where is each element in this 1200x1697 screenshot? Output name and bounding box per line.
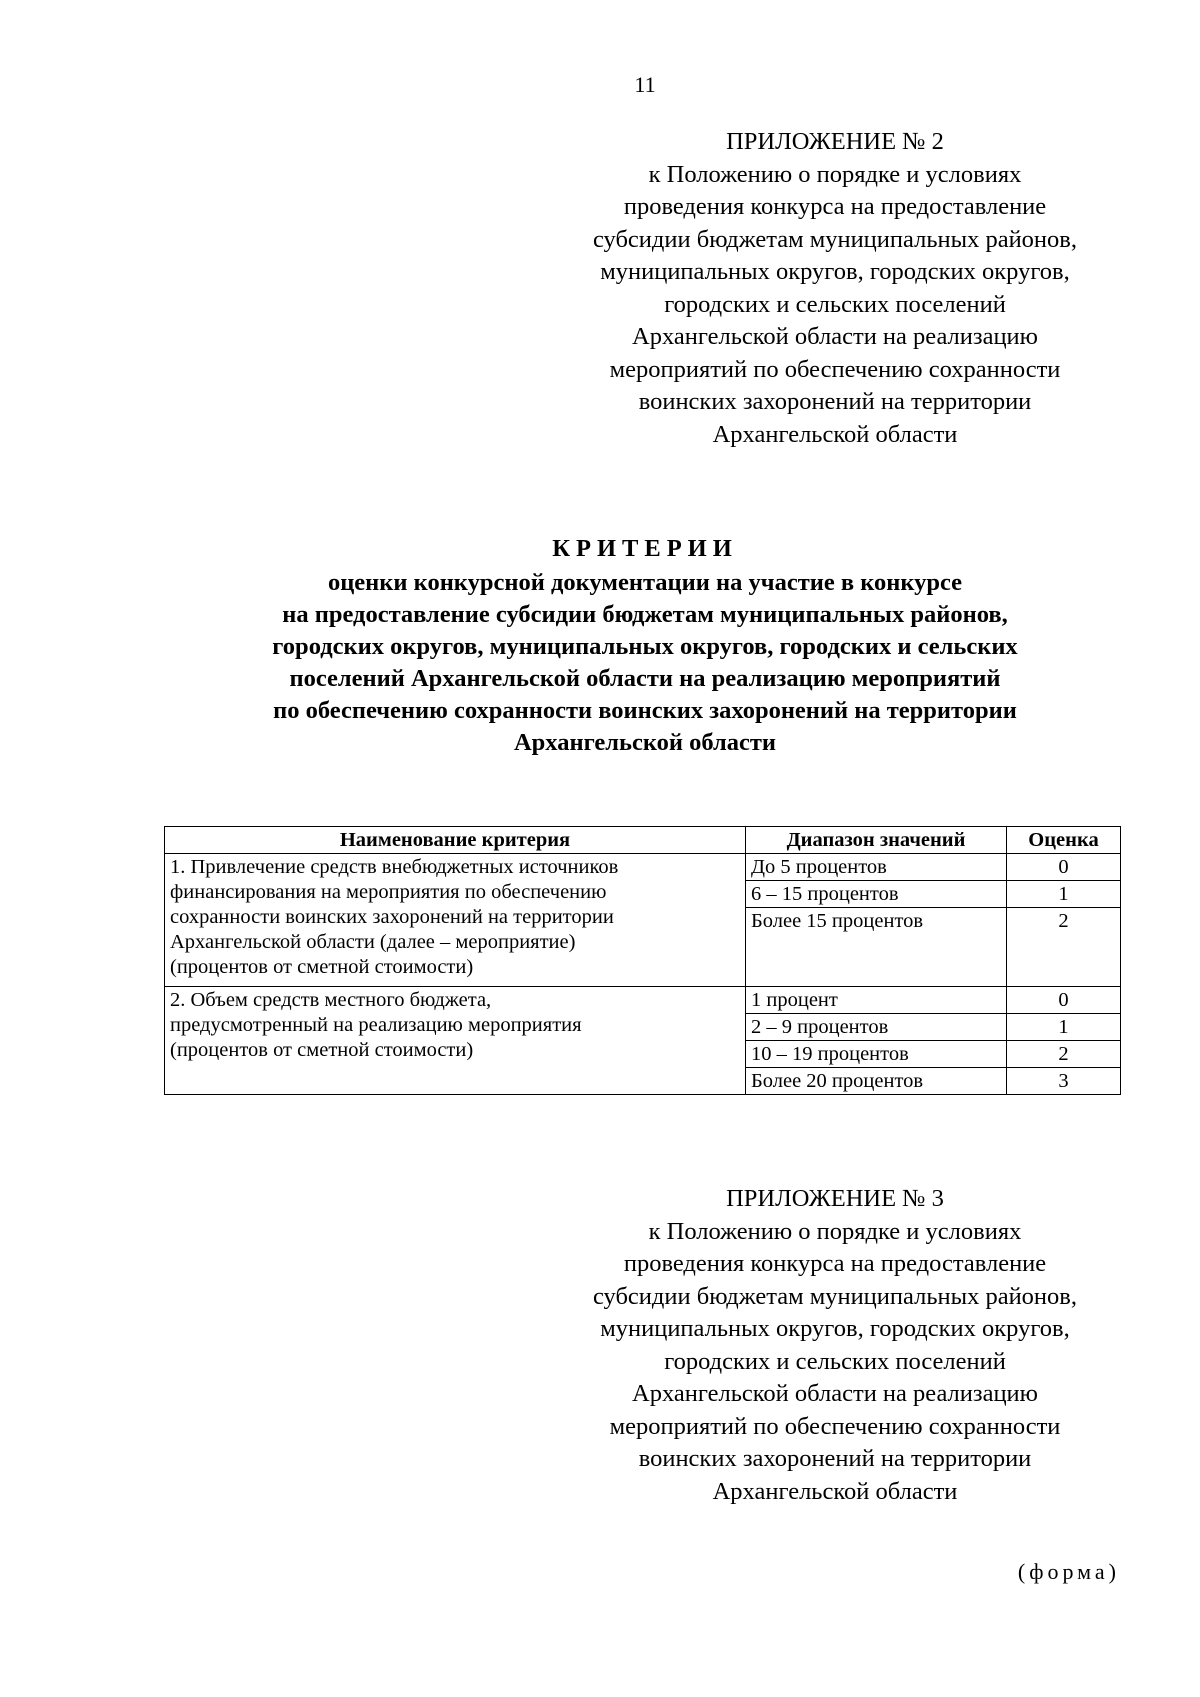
range-cell: 1 процент bbox=[746, 987, 1007, 1014]
header-score: Оценка bbox=[1007, 827, 1121, 854]
range-cell: Более 15 процентов bbox=[746, 908, 1007, 987]
appendix-3-line: ПРИЛОЖЕНИЕ № 3 bbox=[726, 1185, 944, 1212]
appendix-2-line: воинских захоронений на территории bbox=[638, 388, 1032, 415]
appendix-2-line: Архангельской области bbox=[712, 420, 958, 448]
table-row bbox=[165, 854, 1121, 881]
appendix-2-header bbox=[530, 126, 1140, 451]
appendix-2-line: мероприятий по обеспечению сохранности bbox=[609, 355, 1061, 383]
score-cell: 2 bbox=[1007, 1041, 1121, 1068]
score-cell: 1 bbox=[1007, 1014, 1121, 1041]
appendix-3-line: Архангельской области bbox=[712, 1477, 958, 1505]
criteria-subtitle-line: оценки конкурсной документации на участие в конкурсе bbox=[327, 569, 963, 596]
criterion-name-line: (процентов от сметной стоимости) bbox=[170, 1039, 474, 1061]
page-number: 11 bbox=[634, 72, 656, 97]
appendix-2-line: к Положению о порядке и условиях bbox=[648, 160, 1022, 188]
header-value-range: Диапазон значений bbox=[746, 827, 1007, 854]
form-label: (форма) bbox=[1017, 1559, 1120, 1584]
range-cell: До 5 процентов bbox=[746, 854, 1007, 881]
appendix-2-line: ПРИЛОЖЕНИЕ № 2 bbox=[726, 128, 944, 155]
appendix-3-line: муниципальных округов, городских округов, bbox=[600, 1315, 1070, 1342]
appendix-3-line: мероприятий по обеспечению сохранности bbox=[609, 1412, 1061, 1440]
criteria-subtitle-line: поселений Архангельской области на реализацию мероприятий bbox=[289, 665, 1001, 692]
criterion-1-name bbox=[165, 854, 746, 987]
appendix-2-line: Архангельской области на реализацию bbox=[632, 323, 1038, 350]
appendix-2-line: муниципальных округов, городских округов, bbox=[600, 258, 1070, 285]
criteria-heading: КРИТЕРИИ bbox=[552, 535, 738, 562]
criterion-2-name bbox=[165, 987, 746, 1095]
appendix-3-line: к Положению о порядке и условиях bbox=[648, 1217, 1022, 1245]
appendix-2-line: проведения конкурса на предоставление bbox=[623, 193, 1047, 220]
range-cell: Более 20 процентов bbox=[746, 1068, 1007, 1095]
criteria-table bbox=[164, 826, 1121, 1095]
appendix-2-line: субсидии бюджетам муниципальных районов, bbox=[592, 225, 1077, 253]
criterion-name-line: финансирования на мероприятия по обеспечению bbox=[170, 881, 607, 903]
table-row bbox=[165, 987, 1121, 1014]
appendix-3-line: воинских захоронений на территории bbox=[638, 1445, 1032, 1472]
criteria-subtitle-line: городских округов, муниципальных округов, городских и сельских bbox=[272, 633, 1018, 660]
score-cell: 1 bbox=[1007, 881, 1121, 908]
range-cell: 2 – 9 процентов bbox=[746, 1014, 1007, 1041]
criterion-name-line: (процентов от сметной стоимости) bbox=[170, 956, 474, 978]
header-criterion-name: Наименование критерия bbox=[165, 827, 746, 854]
criterion-name-line: сохранности воинских захоронений на территории bbox=[170, 906, 614, 928]
appendix-3-header bbox=[530, 1183, 1140, 1508]
score-cell: 0 bbox=[1007, 854, 1121, 881]
appendix-3-line: проведения конкурса на предоставление bbox=[623, 1250, 1047, 1277]
criterion-name-line: 1. Привлечение средств внебюджетных источников bbox=[170, 856, 619, 878]
criteria-title-block bbox=[160, 533, 1130, 759]
score-cell: 0 bbox=[1007, 987, 1121, 1014]
appendix-3-line: субсидии бюджетам муниципальных районов, bbox=[592, 1282, 1077, 1310]
criteria-subtitle-line: Архангельской области bbox=[513, 729, 777, 756]
criterion-name-line: предусмотренный на реализацию мероприятия bbox=[170, 1014, 582, 1036]
score-cell: 2 bbox=[1007, 908, 1121, 987]
criterion-name-line: 2. Объем средств местного бюджета, bbox=[170, 989, 492, 1011]
criteria-subtitle-line: по обеспечению сохранности воинских захоронений на территории bbox=[273, 697, 1017, 724]
range-cell: 10 – 19 процентов bbox=[746, 1041, 1007, 1068]
criteria-subtitle-line: на предоставление субсидии бюджетам муниципальных районов, bbox=[282, 601, 1008, 628]
table-header-row bbox=[165, 827, 1121, 854]
appendix-3-line: городских и сельских поселений bbox=[664, 1347, 1006, 1375]
score-cell: 3 bbox=[1007, 1068, 1121, 1095]
appendix-2-line: городских и сельских поселений bbox=[664, 290, 1006, 318]
criterion-name-line: Архангельской области (далее – мероприятие) bbox=[170, 931, 576, 953]
appendix-3-line: Архангельской области на реализацию bbox=[632, 1380, 1038, 1407]
range-cell: 6 – 15 процентов bbox=[746, 881, 1007, 908]
